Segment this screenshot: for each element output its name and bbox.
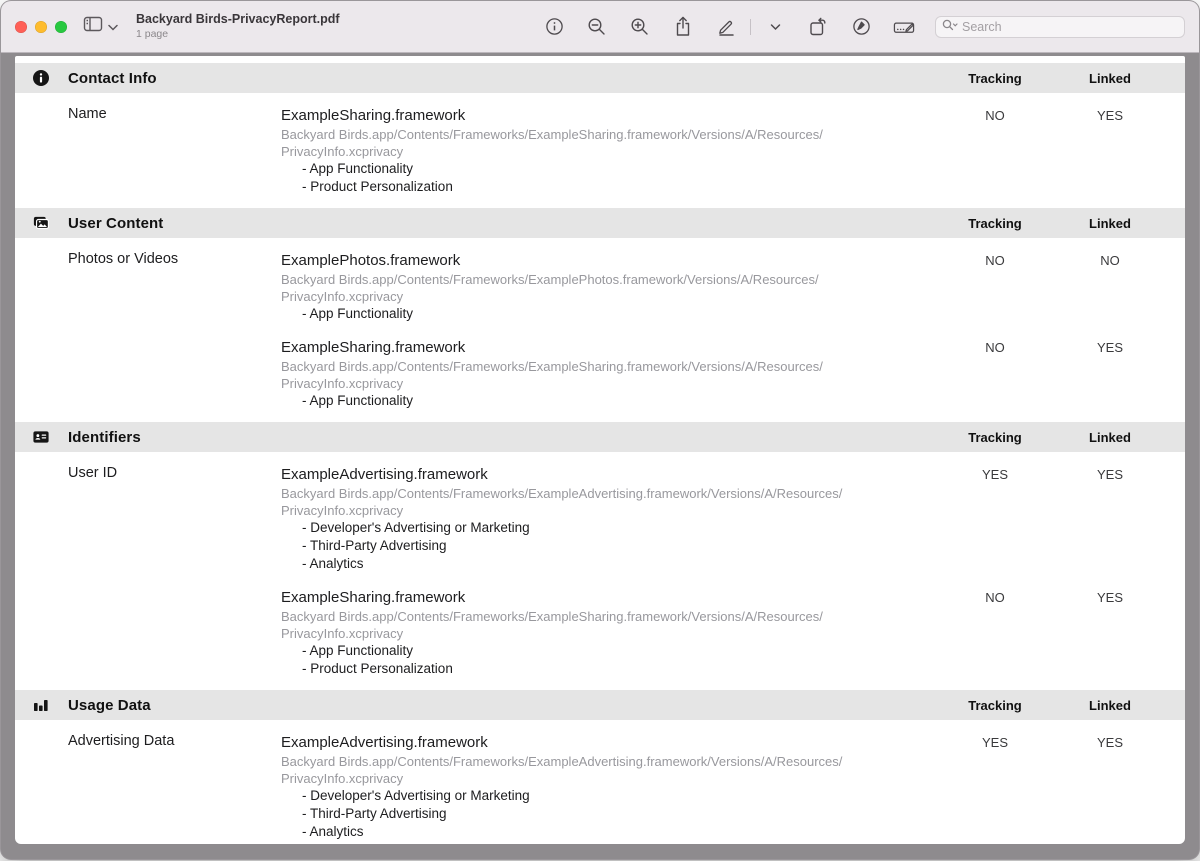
fill-form-button[interactable] <box>893 16 915 38</box>
purpose-item: - Analytics <box>302 824 364 839</box>
linked-value: YES <box>1096 340 1123 355</box>
framework-path: Backyard Birds.app/Contents/Frameworks/ExampleAdvertising.framework/Versions/A/Resources/ PrivacyInfo.xcprivacy <box>281 754 843 786</box>
purpose-item: - Analytics <box>302 556 364 571</box>
pdf-page <box>15 56 1185 844</box>
tracking-column-header: Tracking <box>968 70 1022 86</box>
linked-value: NO <box>1100 253 1120 268</box>
page-count: 1 page <box>136 27 169 40</box>
section-title: Contact Info <box>68 69 157 87</box>
section-header-contact-info <box>15 63 1185 93</box>
data-type-label: Advertising Data <box>68 733 175 749</box>
data-type-label <box>68 337 281 410</box>
purpose-item: - App Functionality <box>302 393 414 408</box>
tracking-value: NO <box>985 108 1005 123</box>
tracking-value: NO <box>985 340 1005 355</box>
zoom-button[interactable] <box>55 21 67 33</box>
tracking-column-header: Tracking <box>968 429 1022 445</box>
framework-name: ExampleSharing.framework <box>281 339 466 356</box>
redact-marker-button[interactable] <box>850 16 872 38</box>
privacy-entry <box>15 103 1185 196</box>
photos-icon <box>32 214 50 232</box>
pdf-viewport[interactable] <box>1 53 1199 858</box>
purpose-item: - Third-Party Advertising <box>302 806 447 821</box>
info-button[interactable] <box>543 16 565 38</box>
document-title-block <box>136 12 340 41</box>
rotate-button[interactable] <box>807 16 829 38</box>
markup-options-chevron-button[interactable] <box>764 16 786 38</box>
data-type-label: User ID <box>68 465 118 481</box>
section-title: Identifiers <box>68 428 141 446</box>
framework-path: Backyard Birds.app/Contents/Frameworks/ExampleSharing.framework/Versions/A/Resources/ PrivacyInfo.xcprivacy <box>281 359 823 391</box>
purpose-item: - Developer's Advertising or Marketing <box>302 788 530 803</box>
sidebar-toggle-button[interactable] <box>83 16 118 37</box>
linked-value: YES <box>1096 735 1123 750</box>
data-type-label <box>68 587 281 678</box>
linked-column-header: Linked <box>1089 429 1131 445</box>
section-title: Usage Data <box>68 696 151 714</box>
sidebar-icon <box>83 16 103 37</box>
purpose-item: - Product Personalization <box>302 179 453 194</box>
share-button[interactable] <box>672 16 694 38</box>
window-controls <box>15 21 67 33</box>
linked-column-header: Linked <box>1089 215 1131 231</box>
linked-column-header: Linked <box>1089 697 1131 713</box>
preview-window <box>1 1 1199 859</box>
purpose-item: - Third-Party Advertising <box>302 538 447 553</box>
tracking-value: NO <box>985 253 1005 268</box>
section-header-identifiers <box>15 422 1185 452</box>
contact-card-icon <box>32 428 50 446</box>
toolbar-divider <box>750 19 751 35</box>
privacy-entry <box>15 462 1185 573</box>
privacy-entry <box>15 585 1185 678</box>
linked-value: YES <box>1096 590 1123 605</box>
purpose-item: - App Functionality <box>302 161 414 176</box>
framework-name: ExampleSharing.framework <box>281 107 466 124</box>
privacy-entry <box>15 248 1185 323</box>
minimize-button[interactable] <box>35 21 47 33</box>
tracking-value: NO <box>985 590 1005 605</box>
section-title: User Content <box>68 214 164 232</box>
document-title: Backyard Birds-PrivacyReport.pdf <box>136 12 340 27</box>
tracking-value: YES <box>981 467 1008 482</box>
tracking-column-header: Tracking <box>968 697 1022 713</box>
search-field[interactable] <box>935 16 1185 38</box>
data-type-label: Photos or Videos <box>68 251 179 267</box>
titlebar <box>1 1 1199 53</box>
framework-path: Backyard Birds.app/Contents/Frameworks/ExampleAdvertising.framework/Versions/A/Resources/ PrivacyInfo.xcprivacy <box>281 486 843 518</box>
chevron-down-icon <box>108 18 118 36</box>
search-icon <box>942 18 958 36</box>
framework-path: Backyard Birds.app/Contents/Frameworks/ExampleSharing.framework/Versions/A/Resources/ PrivacyInfo.xcprivacy <box>281 127 823 159</box>
search-input[interactable] <box>962 20 1178 34</box>
privacy-entry <box>15 335 1185 410</box>
privacy-entry <box>15 730 1185 841</box>
framework-name: ExamplePhotos.framework <box>281 252 461 269</box>
purpose-item: - Developer's Advertising or Marketing <box>302 520 530 535</box>
section-header-usage-data <box>15 690 1185 720</box>
framework-name: ExampleSharing.framework <box>281 589 466 606</box>
tracking-column-header: Tracking <box>968 215 1022 231</box>
info-circle-icon <box>32 69 50 87</box>
section-header-user-content <box>15 208 1185 238</box>
close-button[interactable] <box>15 21 27 33</box>
purpose-item: - App Functionality <box>302 643 414 658</box>
linked-value: YES <box>1096 108 1123 123</box>
purpose-item: - App Functionality <box>302 306 414 321</box>
framework-name: ExampleAdvertising.framework <box>281 734 488 751</box>
linked-column-header: Linked <box>1089 70 1131 86</box>
linked-value: YES <box>1096 467 1123 482</box>
data-type-label: Name <box>68 106 107 122</box>
framework-path: Backyard Birds.app/Contents/Frameworks/ExamplePhotos.framework/Versions/A/Resources/ PrivacyInfo.xcprivacy <box>281 272 819 304</box>
bar-chart-icon <box>32 696 50 714</box>
markup-pencil-button[interactable] <box>715 16 737 38</box>
framework-name: ExampleAdvertising.framework <box>281 466 488 483</box>
zoom-out-button[interactable] <box>586 16 608 38</box>
framework-path: Backyard Birds.app/Contents/Frameworks/ExampleSharing.framework/Versions/A/Resources/ PrivacyInfo.xcprivacy <box>281 609 823 641</box>
zoom-in-button[interactable] <box>629 16 651 38</box>
purpose-item: - Product Personalization <box>302 661 453 676</box>
tracking-value: YES <box>981 735 1008 750</box>
